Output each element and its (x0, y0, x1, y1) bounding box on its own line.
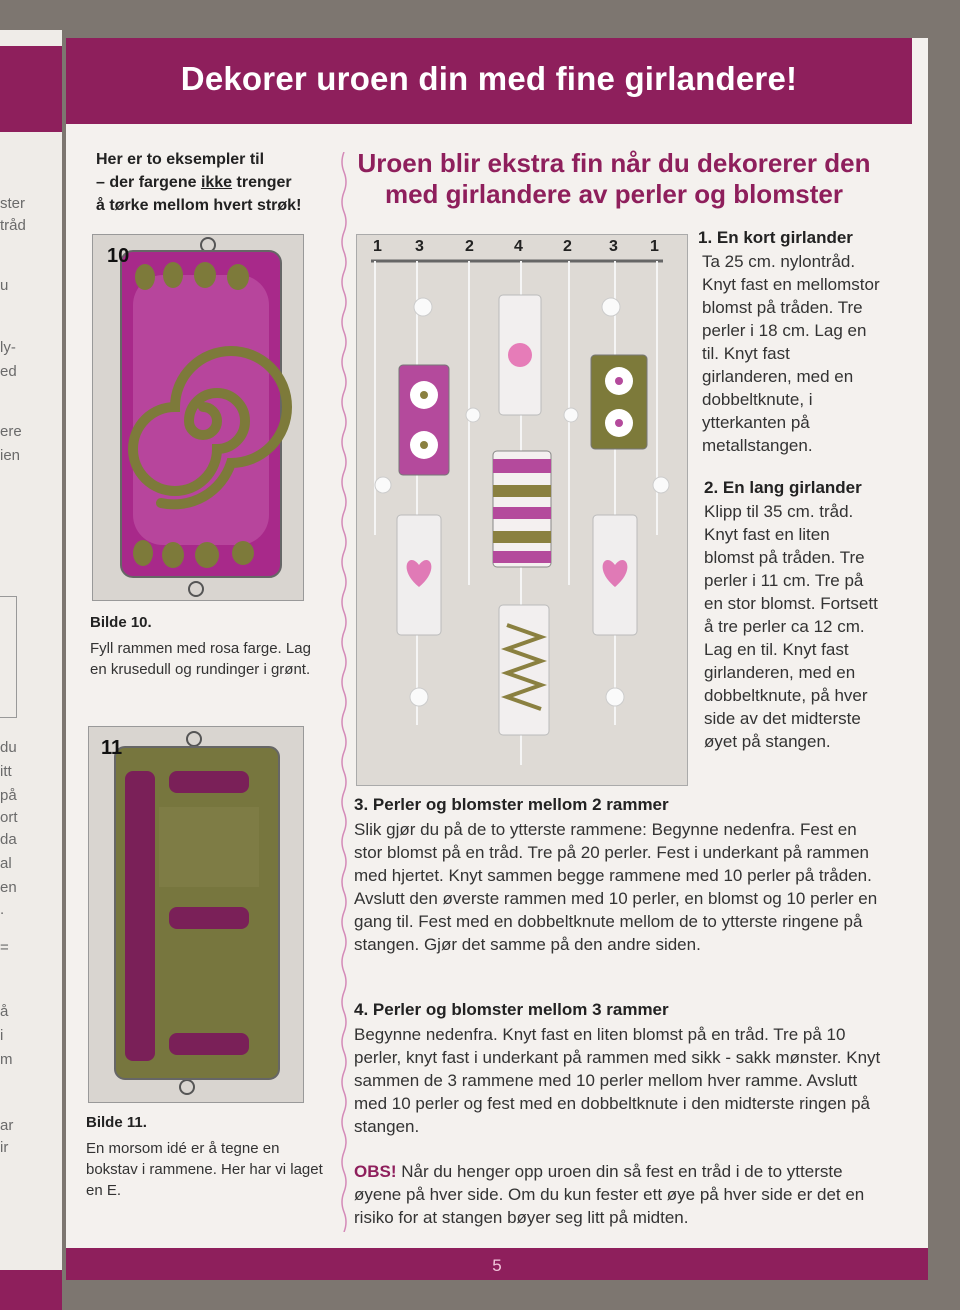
left-fragment: på (0, 787, 17, 804)
left-fragment: da (0, 831, 17, 848)
caption-text: En morsom idé er å tegne en bokstav i rammene. Her har vi laget en E. (86, 1140, 323, 1199)
frame-letter-e-illustration (89, 727, 303, 1102)
left-fragment: = (0, 939, 9, 956)
position-label: 1 (650, 238, 659, 255)
section-text: Begynne nedenfra. Knyt fast en liten blomst på en tråd. Tre på 10 perler, knyt fast i underkant på rammen med sikk - sakk mønster. Knyt sammen de 3 rammene med 10 perler mellom hver ramme. Avslutt med 10 perler og fest med en dobbeltknute i den midterste ringen på stangen. (354, 1025, 881, 1136)
wavy-divider (340, 152, 348, 1232)
left-page-footer-band (0, 1270, 62, 1310)
obs-text: Når du henger opp uroen din så fest en tråd i de to ytterste øyene på hver side. Om du kun fester ett øye på hver side er det en risiko for at stangen bøyer seg litt på midten. (354, 1162, 865, 1227)
left-fragment: tråd (0, 217, 26, 234)
magazine-page (66, 38, 928, 1280)
caption-title: Bilde 10. (90, 614, 152, 631)
left-fragment: u (0, 277, 9, 294)
section-title: 4. Perler og blomster mellom 3 rammer (354, 1000, 669, 1019)
position-label: 2 (465, 238, 474, 255)
section-title: 3. Perler og blomster mellom 2 rammer (354, 795, 669, 814)
caption-title: Bilde 11. (86, 1114, 147, 1131)
subtitle-line: med girlandere av perler og blomster (384, 179, 844, 209)
photo-number: 10 (107, 245, 130, 267)
section-title: 1. En kort girlander (698, 228, 853, 247)
intro-text (96, 148, 336, 217)
mobile-illustration (357, 235, 687, 785)
left-fragment: ort (0, 809, 18, 826)
photo-11 (88, 726, 304, 1103)
left-page-edge (0, 30, 62, 1280)
photo-number: 11 (101, 737, 123, 759)
left-fragment: du (0, 739, 17, 756)
subtitle-line: Uroen blir ekstra fin når du dekorerer den (357, 148, 871, 178)
section-title: 2. En lang girlander (704, 478, 862, 497)
intro-emphasis: ikke (200, 174, 233, 191)
mobile-photo (356, 234, 688, 786)
left-fragment: al (0, 855, 12, 872)
obs-note (354, 1160, 884, 1229)
obs-label: OBS! (354, 1162, 397, 1181)
left-page-header-band (0, 46, 62, 132)
page-title: Dekorer uroen din med fine girlandere! (180, 60, 798, 97)
position-label: 3 (609, 238, 618, 255)
position-label: 3 (415, 238, 424, 255)
intro-line: Her er to eksempler til (96, 151, 265, 168)
left-fragment: ir (0, 1139, 9, 1156)
left-fragment: m (0, 1051, 13, 1068)
left-fragment: ere (0, 423, 22, 440)
page-footer-band (66, 1248, 928, 1280)
caption-text: Fyll rammen med rosa farge. Lag en krusedull og rundinger i grønt. (90, 640, 311, 678)
left-fragment: ar (0, 1117, 14, 1134)
position-label: 2 (563, 238, 572, 255)
page-number: 5 (492, 1256, 502, 1275)
left-fragment: ster (0, 195, 26, 212)
section-text: Klipp til 35 cm. tråd. Knyt fast en liten blomst på tråden. Tre perler i 11 cm. Tre på en stor blomst. Fortsett å tre perler ca 12 cm. Lag en til. Knyt fast girlanderen, med en dobbeltknute, på hver side av det midterste øyet på stangen. (704, 502, 878, 751)
left-fragment: ed (0, 363, 17, 380)
section-text: Ta 25 cm. nylontråd. Knyt fast en mellomstor blomst på tråden. Tre perler i 18 cm. Lag en til. Knyt fast girlanderen, med en dobbeltknute, i ytterkanten på metallstangen. (702, 252, 880, 455)
section-text: Slik gjør du på de to ytterste rammene: Begynne nedenfra. Fest en stor blomst på en tråd. Tre på 20 perler. Fest i underkant på rammen med hjertet. Knyt sammen begge rammene med 10 perler på tråden. Avslutt den øverste rammen med 10 perler, en blomst og 10 perler en gang til. Fest med en dobbeltknute mellom de to ytterste ringene på stangen. Gjør det samme på den andre siden. (354, 820, 878, 954)
left-fragment: å (0, 1003, 9, 1020)
left-page-photo-edge (0, 596, 17, 718)
section-subtitle (354, 148, 874, 210)
left-fragment: i (0, 1027, 4, 1044)
photo-10 (92, 234, 304, 601)
left-fragment: ien (0, 447, 21, 464)
left-fragment: itt (0, 763, 12, 780)
left-fragment: ly- (0, 339, 16, 356)
position-label: 1 (373, 238, 382, 255)
frame-pink-spiral-illustration (93, 235, 303, 600)
intro-line: – der fargene (96, 174, 201, 191)
left-fragment: . (0, 901, 5, 918)
intro-line: å tørke mellom hvert strøk! (96, 197, 302, 214)
left-fragment: en (0, 879, 17, 896)
position-label: 4 (514, 238, 523, 255)
page-header-band (66, 38, 912, 124)
intro-line: trenger (232, 174, 292, 191)
